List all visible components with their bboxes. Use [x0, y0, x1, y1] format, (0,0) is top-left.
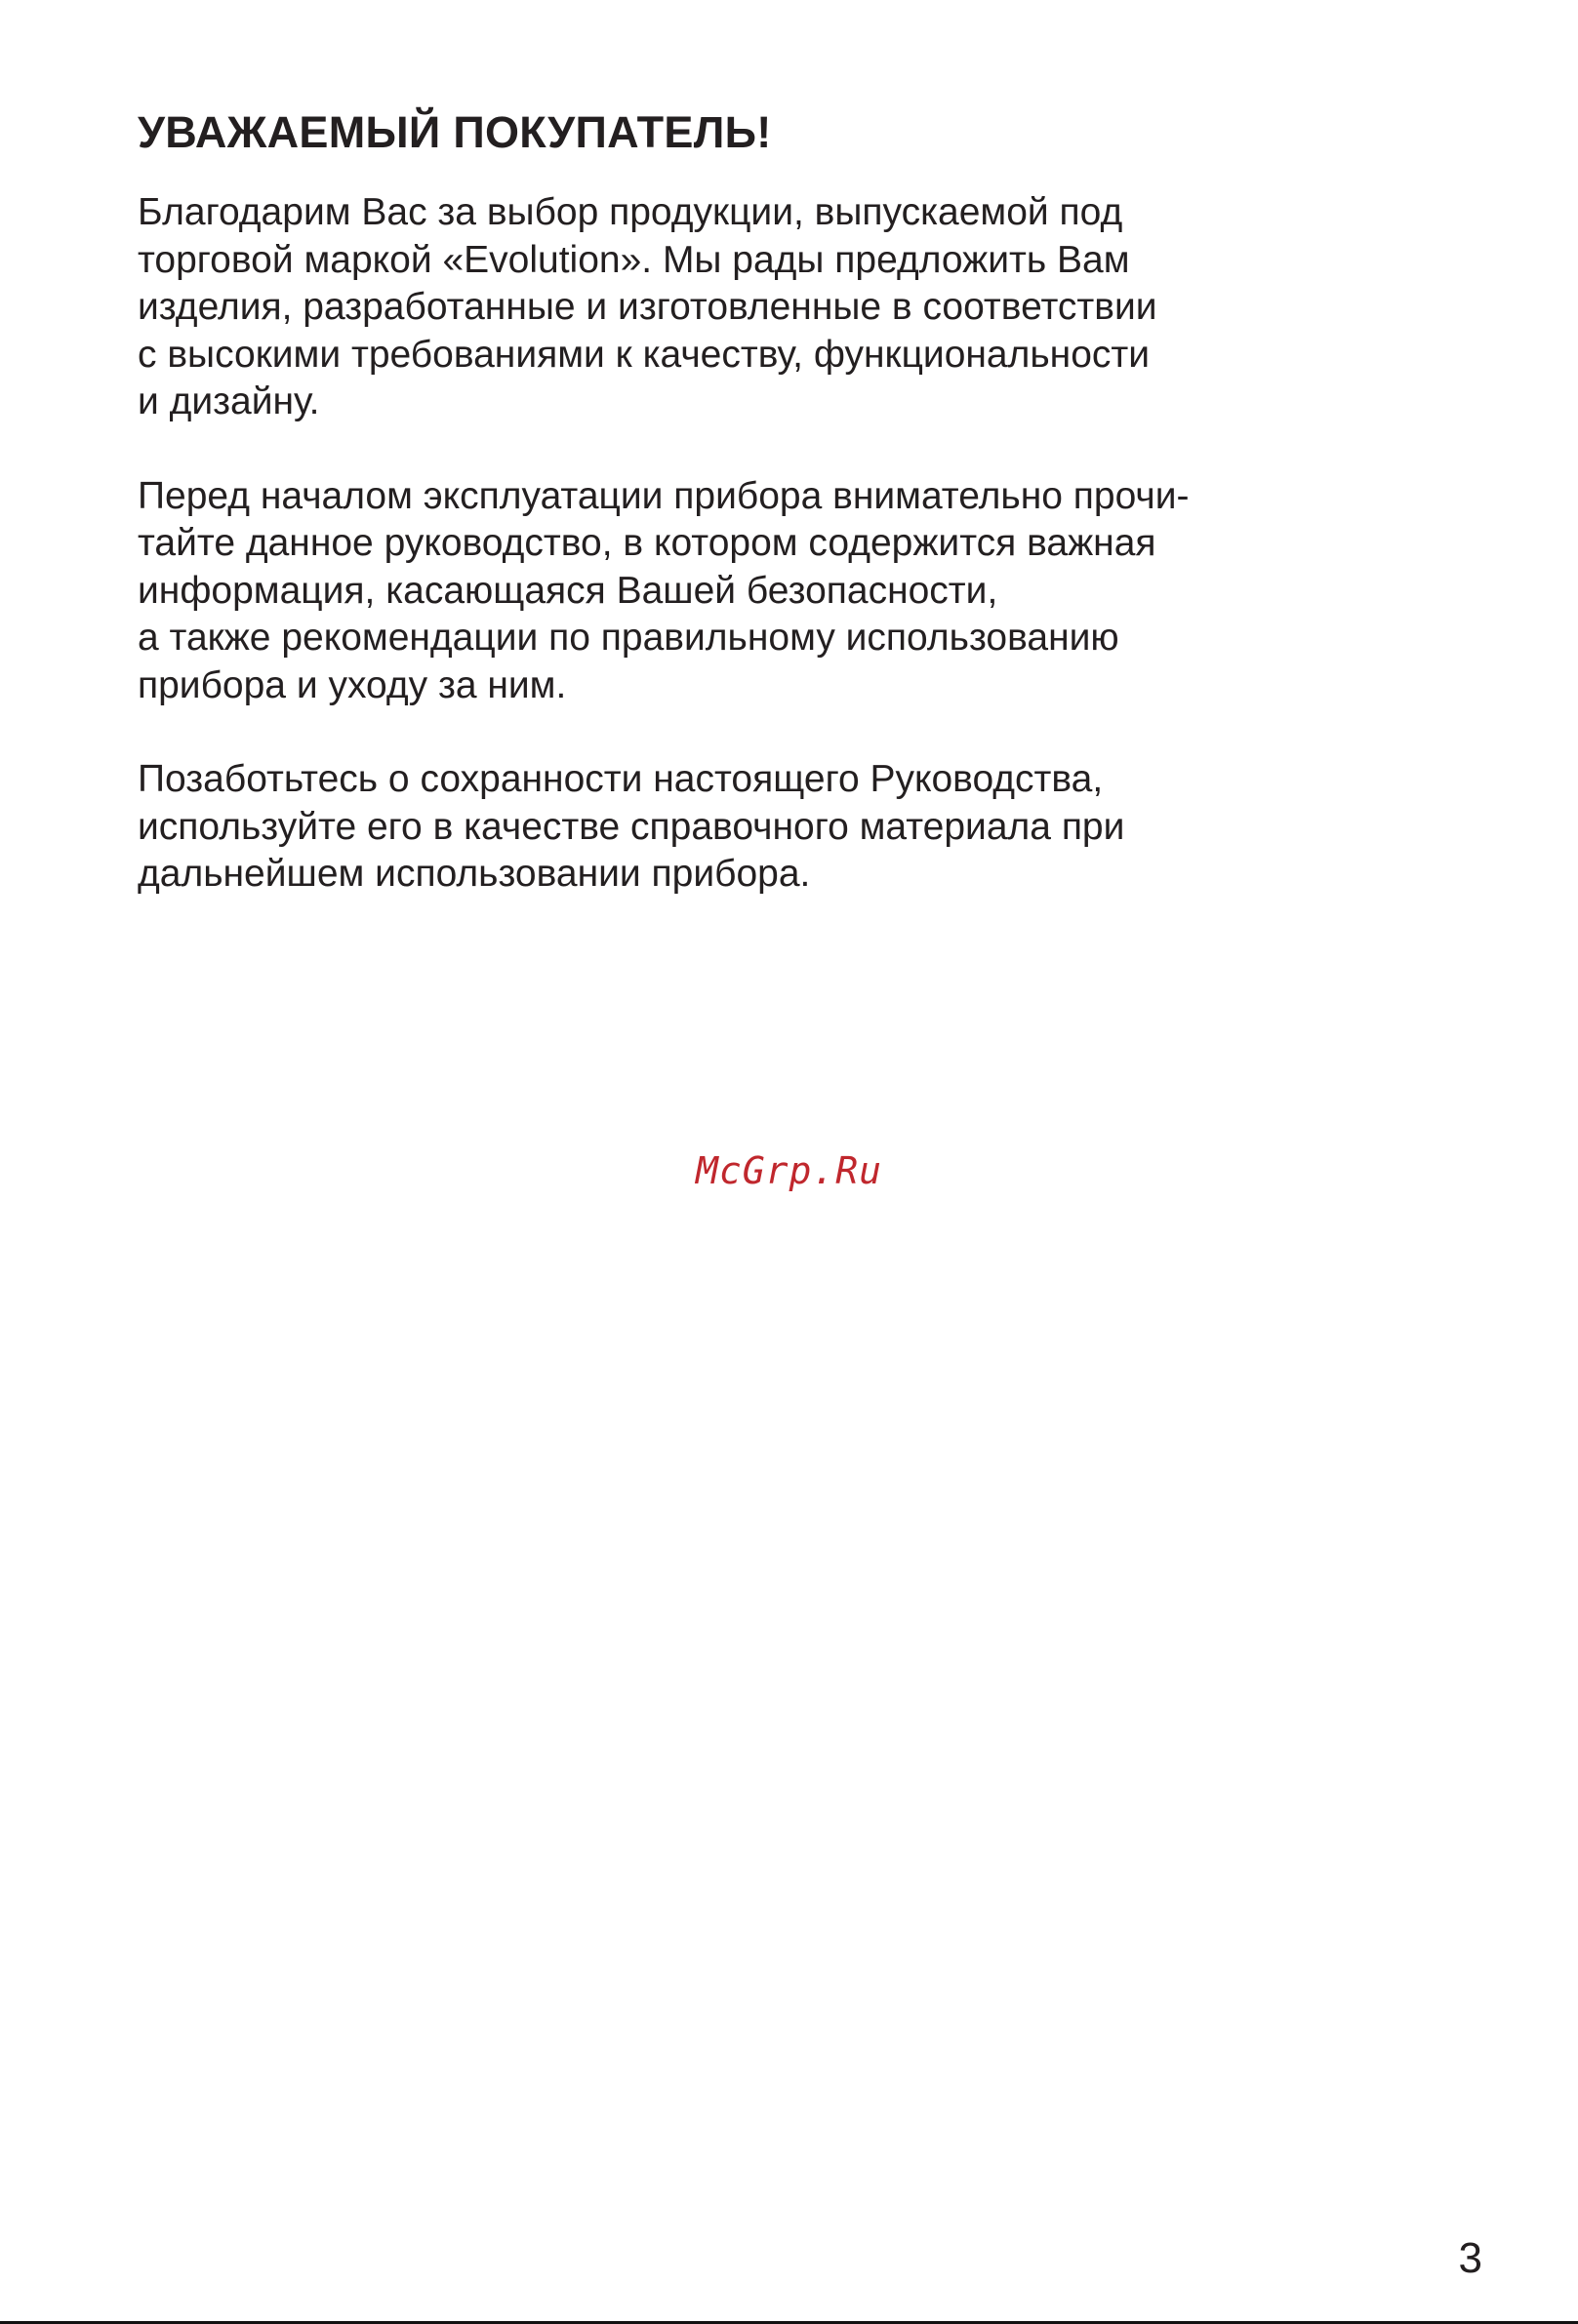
paragraph-line: Позаботьтесь о сохранности настоящего Руководства, — [138, 758, 1104, 800]
paragraph-line: с высокими требованиями к качеству, функциональности — [138, 333, 1151, 376]
paragraph-line: дальнейшем использовании прибора. — [138, 853, 811, 895]
paragraph-line: Благодарим Вас за выбор продукции, выпускаемой под — [138, 191, 1123, 233]
paragraph-line: прибора и уходу за ним. — [138, 663, 567, 706]
paragraph-line: Перед началом эксплуатации прибора внимательно прочи- — [138, 474, 1190, 517]
paragraph-line: и дизайну. — [138, 381, 320, 422]
paragraph-line: торговой маркой «Evolution». Мы рады предложить Вам — [138, 238, 1130, 281]
paragraph-line: тайте данное руководство, в котором содержится важная — [138, 522, 1156, 564]
watermark: McGrp.Ru — [695, 1149, 883, 1192]
page-number: 3 — [1458, 2234, 1482, 2282]
paragraph-line: информация, касающаяся Вашей безопасности, — [138, 569, 998, 612]
page-content — [138, 105, 1445, 899]
paragraph-keep-manual — [138, 756, 1445, 899]
paragraph-line: изделия, разработанные и изготовленные в соответствии — [138, 286, 1157, 328]
paragraph-line: а также рекомендации по правильному использованию — [138, 617, 1119, 659]
paragraph-intro — [138, 189, 1445, 426]
page-heading: УВАЖАЕМЫЙ ПОКУПАТЕЛЬ! — [138, 107, 772, 157]
paragraph-line: используйте его в качестве справочного материала при — [138, 805, 1125, 848]
paragraph-safety — [138, 473, 1445, 710]
